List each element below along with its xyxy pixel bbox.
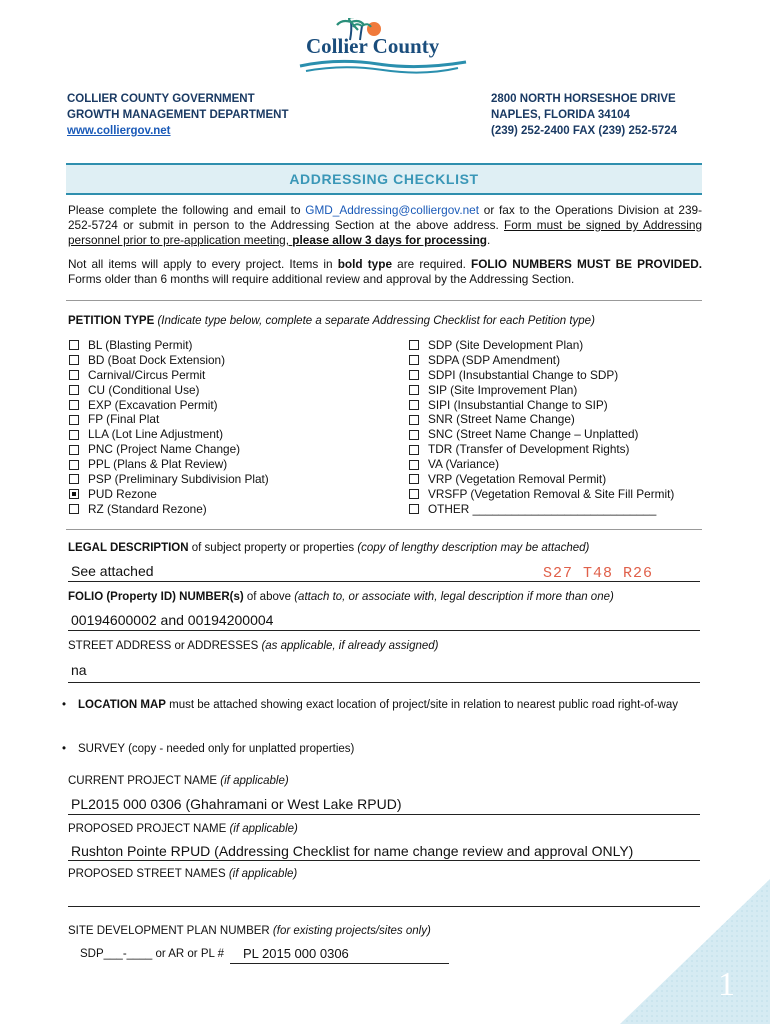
page-corner-decoration: [620, 879, 770, 1024]
current-project-name-value[interactable]: PL2015 000 0306 (Ghahramani or West Lake RPUD): [71, 796, 402, 812]
street-address-line: [68, 682, 700, 683]
petition-list-left: [69, 338, 269, 517]
petition-option-label: VRSFP (Vegetation Removal & Site Fill Permit): [428, 486, 675, 501]
legal-description-label: [68, 542, 589, 554]
checkbox[interactable]: [409, 474, 419, 484]
petition-option-label: SNC (Street Name Change – Unplatted): [428, 427, 639, 442]
sdp-label: SITE DEVELOPMENT PLAN NUMBER: [68, 925, 273, 937]
survey-item: [62, 742, 354, 757]
petition-option[interactable]: [69, 472, 269, 487]
folio-label: [68, 591, 614, 603]
intro-paragraph-2: [68, 257, 702, 287]
petition-option-label: BL (Blasting Permit): [88, 338, 193, 352]
checkbox[interactable]: [69, 355, 79, 365]
petition-option-label: SDP (Site Development Plan): [428, 338, 584, 352]
checkbox[interactable]: [409, 460, 419, 470]
petition-option-label: SDPI (Insubstantial Change to SDP): [428, 367, 619, 382]
checkbox[interactable]: [69, 340, 79, 350]
proposed-streets-hint: (if applicable): [228, 868, 298, 880]
address-line1: 2800 NORTH HORSESHOE DRIVE: [491, 93, 676, 105]
petition-option[interactable]: [409, 487, 674, 502]
street-address-label: [68, 640, 439, 652]
petition-option[interactable]: [69, 427, 269, 442]
proposed-project-name-line: [68, 860, 700, 861]
checkbox[interactable]: [69, 415, 79, 425]
petition-option[interactable]: [409, 368, 674, 383]
petition-option[interactable]: [409, 502, 674, 517]
petition-option-label: PSP (Preliminary Subdivision Plat): [88, 472, 269, 487]
folio-value[interactable]: 00194600002 and 00194200004: [71, 612, 274, 628]
street-address-value[interactable]: na: [71, 662, 87, 678]
petition-option-label: RZ (Standard Rezone): [88, 501, 207, 516]
location-map-bold: LOCATION MAP: [78, 699, 166, 711]
org-name: COLLIER COUNTY GOVERNMENT: [67, 93, 255, 105]
petition-option[interactable]: [69, 457, 269, 472]
str-stamp: S27 T48 R26: [543, 565, 654, 582]
petition-option[interactable]: [69, 383, 269, 398]
checkbox[interactable]: [69, 504, 79, 514]
checkbox[interactable]: [409, 430, 419, 440]
current-name-label: CURRENT PROJECT NAME: [68, 775, 221, 787]
current-project-name-label: [68, 775, 289, 787]
title-bar: [66, 163, 702, 195]
intro-bold: FOLIO NUMBERS MUST BE PROVIDED.: [471, 257, 702, 271]
checkbox[interactable]: [409, 355, 419, 365]
website-link[interactable]: www.colliergov.net: [67, 125, 171, 137]
petition-option[interactable]: [409, 398, 674, 413]
sdp-line: [230, 963, 449, 964]
checkbox[interactable]: [69, 489, 79, 499]
bullet-icon: •: [62, 699, 67, 711]
petition-option-label: Carnival/Circus Permit: [88, 367, 206, 382]
proposed-project-name-label: [68, 823, 298, 835]
folio-hint: (attach to, or associate with, legal description if more than one): [294, 591, 614, 603]
intro-paragraph-1: [68, 203, 702, 248]
folio-line: [68, 630, 700, 631]
petition-option-label: PUD Rezone: [88, 486, 157, 501]
petition-option[interactable]: [69, 442, 269, 457]
page-title: ADDRESSING CHECKLIST: [289, 171, 479, 187]
checkbox[interactable]: [69, 445, 79, 455]
checkbox[interactable]: [409, 445, 419, 455]
checkbox[interactable]: [409, 415, 419, 425]
intro-bold: please allow 3 days for processing: [292, 233, 488, 247]
intro-text: .: [487, 233, 491, 247]
address-line2: NAPLES, FLORIDA 34104: [491, 109, 630, 121]
checkbox[interactable]: [409, 504, 419, 514]
legal-text: of subject property or properties: [188, 542, 358, 554]
current-project-name-line: [68, 814, 700, 815]
petition-option-label: FP (Final Plat: [88, 412, 160, 427]
petition-option[interactable]: [409, 353, 674, 368]
sdp-hint: (for existing projects/sites only): [272, 925, 431, 937]
org-info: [67, 91, 288, 139]
survey-text: SURVEY (copy - needed only for unplatted properties): [78, 743, 355, 755]
petition-hint: (Indicate type below, complete a separate Addressing Checklist for each Petition type): [154, 315, 595, 327]
petition-option-label: OTHER ____________________________: [428, 501, 657, 516]
sdp-number-label: [68, 925, 431, 937]
legal-description-line: [68, 581, 700, 582]
bullet-icon: •: [62, 743, 67, 755]
petition-option[interactable]: [69, 412, 269, 427]
petition-option-label: EXP (Excavation Permit): [88, 397, 218, 412]
street-label: STREET ADDRESS or ADDRESSES: [68, 640, 262, 652]
petition-option[interactable]: [409, 457, 674, 472]
proposed-street-names-line: [68, 906, 700, 907]
intro-bold: bold type: [337, 257, 393, 271]
checkbox[interactable]: [69, 474, 79, 484]
petition-option[interactable]: [69, 487, 269, 502]
petition-option-label: PNC (Project Name Change): [88, 442, 241, 457]
divider: [66, 300, 702, 301]
legal-hint: (copy of lengthy description may be attached): [357, 542, 590, 554]
proposed-name-label: PROPOSED PROJECT NAME: [68, 823, 230, 835]
location-map-text: must be attached showing exact location of project/site in relation to nearest public road right-of-way: [165, 699, 678, 711]
intro-text: Please complete the following and email to: [68, 203, 306, 217]
petition-option[interactable]: [69, 338, 269, 353]
petition-option-label: PPL (Plans & Plat Review): [88, 457, 228, 472]
current-name-hint: (if applicable): [220, 775, 289, 787]
divider: [66, 529, 702, 530]
petition-option-label: BD (Boat Dock Extension): [88, 352, 226, 367]
petition-type-heading: [68, 315, 595, 327]
intro-underlined: Form must be signed by Addressing personnel prior to pre-application meeting,: [68, 218, 703, 247]
intro-text: Not all items will apply to every project. Items in: [68, 257, 338, 271]
checkbox[interactable]: [409, 489, 419, 499]
petition-option-label: SIP (Site Improvement Plan): [428, 382, 578, 397]
petition-option[interactable]: [409, 338, 674, 353]
petition-option[interactable]: [409, 472, 674, 487]
collier-county-logo: [298, 18, 468, 78]
intro-text: Forms older than 6 months will require additional review and approval by the Addressing Section.: [68, 272, 575, 286]
petition-label: PETITION TYPE: [68, 315, 155, 327]
page-number: 1: [718, 966, 735, 1003]
petition-option[interactable]: [69, 368, 269, 383]
petition-option[interactable]: [409, 412, 674, 427]
petition-option-label: LLA (Lot Line Adjustment): [88, 427, 224, 442]
petition-option-label: SIPI (Insubstantial Change to SIP): [428, 397, 608, 412]
petition-list-right: [409, 338, 674, 517]
sdp-value[interactable]: PL 2015 000 0306: [243, 946, 349, 961]
petition-option[interactable]: [69, 353, 269, 368]
org-address: [491, 91, 677, 139]
folio-text: of above: [243, 591, 295, 603]
checkbox[interactable]: [409, 370, 419, 380]
intro-text: or fax to the Operations Division at 239-252-5724 or submit in person to the Addressing Section at the above address.: [68, 203, 702, 232]
checkbox[interactable]: [69, 460, 79, 470]
petition-option-label: TDR (Transfer of Development Rights): [428, 442, 630, 457]
email-link[interactable]: GMD_Addressing@colliergov.net: [305, 203, 479, 217]
org-department: GROWTH MANAGEMENT DEPARTMENT: [67, 109, 289, 121]
petition-option[interactable]: [409, 442, 674, 457]
legal-description-value[interactable]: See attached: [71, 563, 154, 579]
proposed-street-names-label: [68, 868, 297, 880]
petition-option-label: SDPA (SDP Amendment): [428, 352, 561, 367]
checkbox[interactable]: [69, 400, 79, 410]
checkbox[interactable]: [69, 370, 79, 380]
petition-option-label: CU (Conditional Use): [88, 382, 200, 397]
checkbox[interactable]: [409, 400, 419, 410]
petition-option-label: SNR (Street Name Change): [428, 412, 575, 427]
proposed-name-hint: (if applicable): [229, 823, 298, 835]
logo-text: Collier County: [306, 34, 440, 58]
petition-option[interactable]: [69, 398, 269, 413]
checkbox[interactable]: [69, 430, 79, 440]
legal-label: LEGAL DESCRIPTION: [68, 542, 189, 554]
intro-text: are required.: [392, 257, 472, 271]
sdp-prefix: SDP___-____ or AR or PL #: [80, 948, 225, 960]
petition-option-label: VRP (Vegetation Removal Permit): [428, 472, 607, 487]
checkbox[interactable]: [69, 385, 79, 395]
checkbox[interactable]: [409, 385, 419, 395]
checkbox[interactable]: [409, 340, 419, 350]
proposed-streets-label: PROPOSED STREET NAMES: [68, 868, 229, 880]
street-hint: (as applicable, if already assigned): [261, 640, 439, 652]
petition-option-label: VA (Variance): [428, 457, 500, 472]
petition-option[interactable]: [409, 427, 674, 442]
phone-fax: (239) 252-2400 FAX (239) 252-5724: [491, 125, 678, 137]
proposed-project-name-value[interactable]: Rushton Pointe RPUD (Addressing Checklist for name change review and approval ONLY): [71, 843, 634, 859]
location-map-item: [62, 698, 702, 713]
petition-option[interactable]: [69, 502, 269, 517]
petition-option[interactable]: [409, 383, 674, 398]
folio-label-bold: FOLIO (Property ID) NUMBER(s): [68, 591, 244, 603]
